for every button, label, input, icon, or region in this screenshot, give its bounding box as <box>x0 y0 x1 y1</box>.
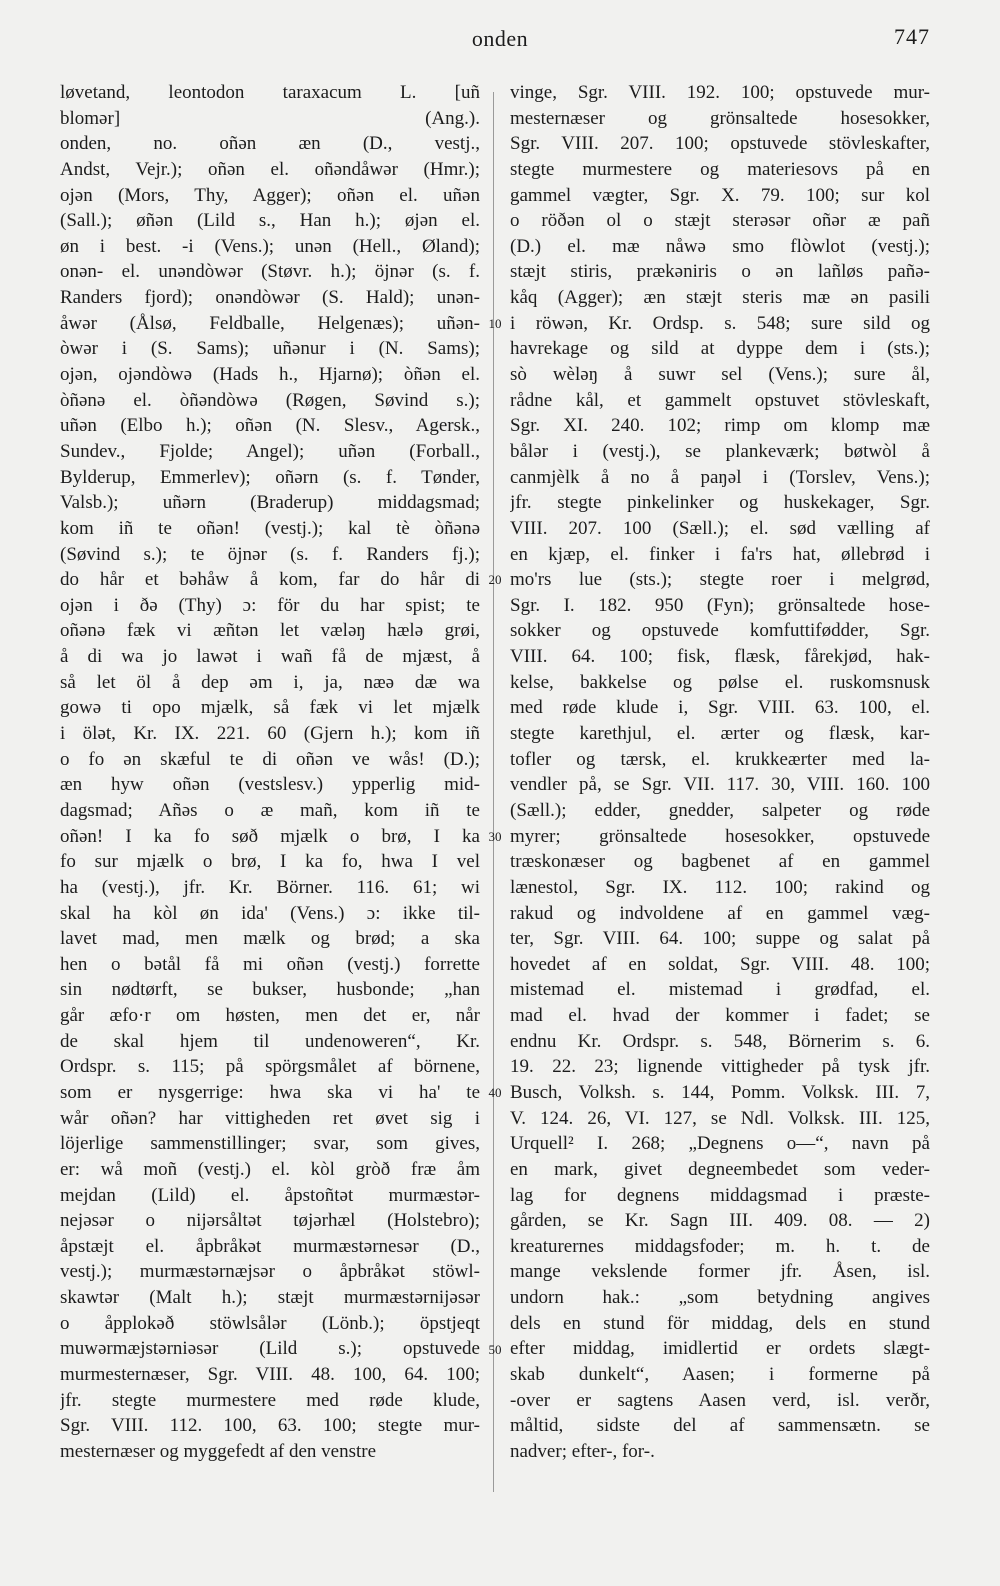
text-line: VIII. 64. 100; fisk, flæsk, fårekjød, hak- <box>510 646 930 668</box>
line-number-marker: 20 <box>488 572 502 588</box>
text-line: o åpplokəð stöwlsålər (Lönb.); öpstjeqt <box>60 1312 480 1334</box>
text-line: Sundev., Fjolde; Angel); uñən (Forball., <box>60 440 480 462</box>
text-line: mesternæser og myggefedt af den venstre <box>60 1440 377 1462</box>
right-column <box>510 80 930 1465</box>
line-number-marker: 40 <box>488 1085 502 1101</box>
text-line: havrekage og sild at dyppe dem i (sts.); <box>510 338 930 360</box>
text-line: æn hyw oñən (vestslesv.) ypperlig mid- <box>60 774 480 796</box>
text-line: (Sall.); øñən (Lild s., Han h.); øjən el. <box>60 210 480 232</box>
page-number: 747 <box>894 24 930 49</box>
text-line: endnu Kr. Ordspr. s. 548, Börnerim s. 6. <box>510 1030 930 1052</box>
text-line: oñən! I ka fo søð mjælk o brø, I ka <box>60 825 480 847</box>
text-line: træskonæser og bagbenet af en gammel <box>510 851 930 873</box>
text-line: nejəsər o nijərsåltət tøjərhæl (Holstebro); <box>60 1210 480 1232</box>
text-line: ojən i ðə (Thy) ɔ: för du har spist; te <box>60 594 480 616</box>
text-line: rakud og indvoldene af en gammel væg- <box>510 902 930 924</box>
text-line: fo sur mjælk o brø, I ka fo, hwa I vel <box>60 851 480 873</box>
text-line: stegte karethjul, el. ærter og flæsk, kar- <box>510 723 930 745</box>
text-line: blomər] (Ang.). <box>60 107 480 129</box>
text-line: hovedet af en soldat, Sgr. VIII. 48. 100; <box>510 953 930 975</box>
text-line: åwər (Ålsø, Feldballe, Helgenæs); uñən- <box>60 312 480 334</box>
text-line: nadver; efter-, for-. <box>510 1440 655 1462</box>
text-line: lavet mad, men mælk og brød; a ska <box>60 928 480 950</box>
text-line: lænestol, Sgr. IX. 112. 100; rakind og <box>510 876 930 898</box>
text-line: löjerlige sammenstillinger; svar, som gives, <box>60 1133 480 1155</box>
text-line: jfr. stegte pinkelinker og huskekager, Sgr. <box>510 492 930 514</box>
text-line: mo'rs lue (sts.); stegte roer i melgrød, <box>510 569 930 591</box>
running-head: onden <box>471 26 529 51</box>
text-line: sokker og opstuvede komfuttifødder, Sgr. <box>510 620 930 642</box>
text-line: muwərmæjstərniəsər (Lild s.); opstuvede <box>60 1338 480 1360</box>
text-line: do hår et bəhåw å kom, far do hår di <box>60 569 480 591</box>
text-line: de skal hjem til undenoweren“, Kr. <box>60 1030 480 1052</box>
text-line: hen o bətål få mi oñən (vestj.) forrette <box>60 953 480 975</box>
column-divider <box>493 92 494 1492</box>
text-line: onən- el. unəndòwər (Støvr. h.); öjnər (s. f. <box>60 261 480 283</box>
text-line: løvetand, leontodon taraxacum L. [uñ <box>60 82 480 103</box>
text-line: Sgr. XI. 240. 102; rimp om klomp mæ <box>510 415 930 437</box>
left-column <box>60 80 480 1465</box>
text-line: går æfo·r om høsten, men det er, når <box>60 1005 480 1027</box>
text-line: -over er sagtens Aasen verd, isl. verðr, <box>510 1389 930 1411</box>
text-line: åpstæjt el. åpbråkət murmæstərnesər (D., <box>60 1235 480 1257</box>
text-line: vinge, Sgr. VIII. 192. 100; opstuvede mur- <box>510 82 930 103</box>
text-line: mistemad el. mistemad i grødfad, el. <box>510 979 930 1001</box>
text-line: vestj.); murmæstərnæjsər o åpbråkət stöwl- <box>60 1261 480 1283</box>
text-line: bålər i (vestj.), se plankeværk; bøtwòl å <box>510 440 930 462</box>
text-line: Sgr. VIII. 207. 100; opstuvede stövleskafter, <box>510 133 930 155</box>
text-line: efter middag, imidlertid er ordets slægt- <box>510 1338 930 1360</box>
text-line: uñən (Elbo h.); oñən (N. Slesv., Agersk., <box>60 415 480 437</box>
text-line: tofler og tærsk, el. krukkeærter med la- <box>510 748 930 770</box>
text-line: Andst, Vejr.); oñən el. oñəndåwər (Hmr.); <box>60 158 480 180</box>
text-line: (D.) el. mæ nåwə smo flòwlot (vestj.); <box>510 235 930 257</box>
text-line: wår oñən? har vittigheden ret øvet sig i <box>60 1107 480 1129</box>
text-line: Urquell² I. 268; „Degnens o—“, navn på <box>510 1133 930 1155</box>
page-header <box>0 22 1000 58</box>
text-line: o röðən ol o stæjt sterəsər oñər æ pañ <box>510 210 930 232</box>
text-line: mejdan (Lild) el. åpstoñtət murmæstər- <box>60 1184 480 1206</box>
text-line: oñənə fæk vi æñtən let væləŋ hælə grøi, <box>60 620 480 642</box>
text-line: dagsmad; Añəs o æ mañ, kom iñ te <box>60 799 480 821</box>
line-number-marker: 30 <box>488 828 502 844</box>
text-line: er: wå moñ (vestj.) el. kòl gròð fræ åm <box>60 1158 480 1180</box>
text-line: rådne kål, et gammelt opstuvet stövleskaft, <box>510 389 930 411</box>
text-line: VIII. 207. 100 (Sæll.); el. sød vælling af <box>510 517 930 539</box>
text-line: å di wa jo lawət i wañ få de mjæst, å <box>60 646 480 668</box>
text-line: mange vekslende former jfr. Åsen, isl. <box>510 1261 930 1283</box>
text-line: lag for degnens middagsmad i præste- <box>510 1184 930 1206</box>
text-line: kåq (Agger); æn stæjt steris mæ ən pasili <box>510 287 930 309</box>
text-line: øn i best. -i (Vens.); unən (Hell., Øland); <box>60 235 480 257</box>
text-line: en kjæp, el. finker i fa'rs hat, øllebrød i <box>510 543 930 565</box>
text-line: i röwən, Kr. Ordsp. s. 548; sure sild og <box>510 312 930 334</box>
line-number-marker: 50 <box>488 1341 502 1357</box>
text-line: o fo ən skæful te di oñən ve wås! (D.); <box>60 748 480 770</box>
text-line: Valsb.); uñərn (Braderup) middagsmad; <box>60 492 480 514</box>
text-line: ojən (Mors, Thy, Agger); oñən el. uñən <box>60 184 480 206</box>
text-line: skawtər (Malt h.); stæjt murmæstərnijəsər <box>60 1287 480 1309</box>
text-line: gowə ti opo mjælk, så fæk vi let mjælk <box>60 697 480 719</box>
text-line: ha (vestj.), jfr. Kr. Börner. 116. 61; wi <box>60 876 480 898</box>
text-line: med røde klude i, Sgr. VIII. 63. 100, el. <box>510 697 930 719</box>
text-line: kelse, bakkelse og pølse el. ruskomsnusk <box>510 671 930 693</box>
text-line: kom iñ te oñən! (vestj.); kal tè òñənə <box>60 517 480 539</box>
text-line: skal ha kòl øn ida' (Vens.) ɔ: ikke til- <box>60 902 480 924</box>
text-line: i ölət, Kr. IX. 221. 60 (Gjern h.); kom iñ <box>60 723 480 745</box>
text-line: onden, no. oñən æn (D., vestj., <box>60 133 480 155</box>
text-line: gammel vægter, Sgr. X. 79. 100; sur kol <box>510 184 930 206</box>
text-line: canmjèlk å no å paŋəl i (Torslev, Vens.); <box>510 466 930 488</box>
text-line: mesternæser og grönsaltede hosesokker, <box>510 107 930 129</box>
line-number-marker: 10 <box>488 315 502 331</box>
text-line: òwər i (S. Sams); uñənur i (N. Sams); <box>60 338 480 360</box>
text-line: kreaturernes middagsfoder; m. h. t. de <box>510 1235 930 1257</box>
text-line: ter, Sgr. VIII. 64. 100; suppe og salat på <box>510 928 930 950</box>
text-line: V. 124. 26, VI. 127, se Ndl. Volksk. III. 125, <box>510 1107 930 1129</box>
text-line: Busch, Volksh. s. 144, Pomm. Volksk. III. 7, <box>510 1081 930 1103</box>
text-line: dels en stund för middag, dels en stund <box>510 1312 930 1334</box>
text-line: òñənə el. òñəndòwə (Røgen, Søvind s.); <box>60 389 480 411</box>
text-line: undorn hak.: „som betydning angives <box>510 1287 930 1309</box>
text-line: mad el. hvad der kommer i fadet; se <box>510 1005 930 1027</box>
text-line: stegte murmestere og materiesovs på en <box>510 158 930 180</box>
text-line: gården, se Kr. Sagn III. 409. 08. — 2) <box>510 1210 930 1232</box>
text-line: skab dunkelt“, Aasen; i formerne på <box>510 1364 930 1386</box>
text-line: som er nysgerrige: hwa ska vi ha' te <box>60 1081 480 1103</box>
text-line: sò wèləŋ å suwr sel (Vens.); sure ål, <box>510 364 930 386</box>
text-line: (Sæll.); edder, gnedder, salpeter og røde <box>510 799 930 821</box>
text-line: jfr. stegte murmestere med røde klude, <box>60 1389 480 1411</box>
text-line: 19. 22. 23; lignende vittigheder på tysk jfr. <box>510 1056 930 1078</box>
text-line: Sgr. I. 182. 950 (Fyn); grönsaltede hose- <box>510 594 930 616</box>
text-line: måltid, sidste del af sammensætn. se <box>510 1415 930 1437</box>
text-line: så let öl å dep əm i, ja, næə dæ wa <box>60 671 480 693</box>
text-line: sin nødtørft, se bukser, husbonde; „han <box>60 979 480 1001</box>
text-line: en mark, givet degneembedet som veder- <box>510 1158 930 1180</box>
text-line: stæjt stiris, prækəniris o ən lañløs pañə- <box>510 261 930 283</box>
text-line: ojən, ojəndòwə (Hads h., Hjarnø); òñən el. <box>60 364 480 386</box>
text-line: Randers fjord); onəndòwər (S. Hald); unən- <box>60 287 480 309</box>
text-line: myrer; grönsaltede hosesokker, opstuvede <box>510 825 930 847</box>
text-line: Bylderup, Emmerlev); oñərn (s. f. Tønder, <box>60 466 480 488</box>
text-line: Ordspr. s. 115; på spörgsmålet af börnene, <box>60 1056 480 1078</box>
text-line: (Søvind s.); te öjnər (s. f. Randers fj.); <box>60 543 480 565</box>
text-line: vendler på, se Sgr. VII. 117. 30, VIII. 160. 100 <box>510 774 930 796</box>
text-line: Sgr. VIII. 112. 100, 63. 100; stegte mur- <box>60 1415 480 1437</box>
text-line: murmesternæser, Sgr. VIII. 48. 100, 64. 100; <box>60 1364 480 1386</box>
